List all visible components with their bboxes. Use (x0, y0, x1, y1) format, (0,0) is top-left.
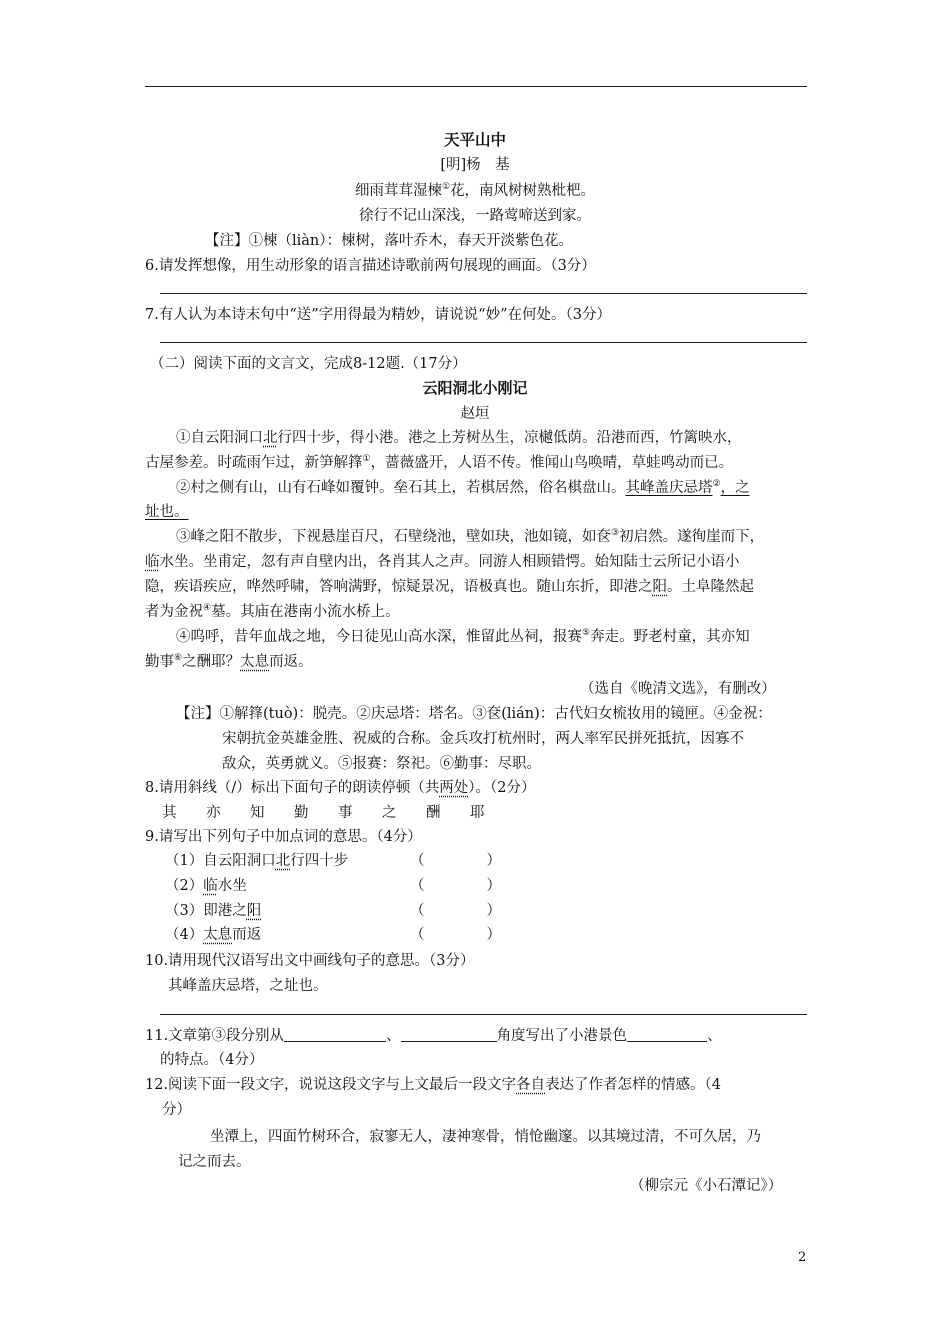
question-10: 10.请用现代汉语写出文中画线句子的意思。（3分） (145, 953, 475, 969)
question-10-sentence: 其峰盖庆忌塔，之址也。 (168, 978, 328, 994)
essay-title: 云阳洞北小刚记 (422, 379, 528, 397)
quote-source: （柳宗元《小石潭记》） (630, 1178, 783, 1194)
paragraph-4-line-2: 勤事⑥之酬耶？太息而返。 (145, 653, 313, 670)
sentence-char: 酬 (426, 805, 441, 821)
blank-3[interactable] (627, 1027, 707, 1042)
question-9: 9.请写出下列句子中加点词的意思。（4分） (145, 829, 422, 845)
question-6: 6.请发挥想像，用生动形象的语言描述诗歌前两句展现的画面。（3分） (145, 258, 596, 274)
essay-author: 赵垣 (460, 406, 490, 422)
quote-line-2: 记之而去。 (178, 1154, 251, 1170)
paragraph-1-line-2: 古屋参差。时疏雨乍过，新笋解箨①，蔷薇盛开，人语不传。惟闻山鸟唤晴，草蛙鸣动而已。 (145, 454, 734, 471)
question-9-item-1: （1）自云阳洞口北行四十步 (165, 853, 349, 869)
question-11-line-2: 的特点。（4分） (160, 1052, 264, 1068)
paragraph-4-line-1: ④呜呼，昔年血战之地，今日徒见山高水深，惟留此丛祠，报赛⑤奔走。野老村童，其亦知 (176, 628, 750, 645)
sentence-char: 耶 (470, 805, 485, 821)
answer-paren-4[interactable]: （ ） (410, 927, 501, 943)
essay-note-line-2: 宋朝抗金英雄金胜、祝威的合称。金兵攻打杭州时，两人率军民拼死抵抗，因寡不 (222, 731, 744, 747)
paragraph-2-line-1: ②村之侧有山，山有石峰如覆钟。垒石其上，若棋居然，俗名棋盘山。其峰盖庆忌塔②，之 (176, 479, 750, 496)
poem-line-1: 细雨茸茸湿楝①花，南风树树熟枇杷。 (354, 182, 596, 199)
essay-note-line-1: 【注】①解箨(tuò)：脱壳。②庆忌塔：塔名。③奁(lián)：古代妇女梳妆用的镜匣。④金祝： (176, 706, 772, 722)
question-9-item-2: （2）临水坐 (165, 878, 247, 894)
question-9-item-4: （4）太息而返 (165, 927, 262, 943)
section-2-heading: （二）阅读下面的文言文，完成8-12题.（17分） (150, 356, 467, 372)
question-12: 12.阅读下面一段文字，说说这段文字与上文最后一段文字各自表达了作者怎样的情感。（4 (145, 1077, 722, 1093)
blank-1[interactable] (284, 1027, 386, 1042)
question-8: 8.请用斜线（/）标出下面句子的朗读停顿（共两处）。（2分） (145, 780, 536, 796)
question-8-sentence[interactable] (162, 801, 514, 822)
question-12-line-2: 分） (162, 1102, 191, 1118)
answer-paren-3[interactable]: （ ） (410, 903, 501, 919)
sentence-char: 之 (382, 805, 397, 821)
question-7: 7.有人认为本诗末句中“送”字用得最为精妙，请说说“妙”在何处。（3分） (145, 307, 611, 323)
header-rule (145, 86, 807, 87)
paragraph-2-line-2: 址也。 (145, 504, 189, 520)
sentence-char: 其 (162, 805, 177, 821)
essay-note-line-3: 敌众，英勇就义。⑤报赛：祭祀。⑥勤事：尽职。 (222, 756, 541, 772)
question-9-item-3: （3）即港之阳 (165, 903, 262, 919)
answer-line-6[interactable] (160, 293, 807, 294)
paragraph-1-line-1: ①自云阳洞口北行四十步，得小港。港之上芳树丛生，凉樾低荫。沿港而西，竹篱映水， (176, 430, 742, 446)
paragraph-3-line-1: ③峰之阳不散步，下视悬崖百尺，石壁绕池，壁如玦，池如镜，如奁③初启然。遂徇崖而下， (176, 528, 765, 545)
answer-paren-2[interactable]: （ ） (410, 878, 501, 894)
sentence-char: 亦 (206, 805, 221, 821)
page-number: 2 (798, 1250, 807, 1265)
poem-title: 天平山中 (443, 130, 506, 149)
sentence-char: 事 (338, 805, 353, 821)
poem-author: [明]杨 基 (440, 157, 510, 173)
answer-line-7[interactable] (160, 342, 807, 343)
essay-source: （选自《晚清文选》，有删改） (580, 681, 776, 697)
sentence-char: 知 (250, 805, 265, 821)
quote-line-1: 坐潭上，四面竹树环合，寂寥无人，凄神寒骨，悄怆幽邃。以其境过清，不可久居，乃 (210, 1129, 761, 1145)
paragraph-3-line-3: 隐，疾语疾应，哗然呼啸，答响满野，惊疑景况，语极真也。随山东折，即港之阳。土阜隆然起 (145, 579, 754, 595)
answer-line-10[interactable] (160, 1014, 807, 1015)
question-11: 11.文章第③段分别从 、 角度写出了小港景色 、 (145, 1028, 722, 1044)
sentence-char: 勤 (294, 805, 309, 821)
paragraph-3-line-4: 者为金祝④墓。其庙在港南小流水桥上。 (145, 603, 400, 620)
blank-2[interactable] (401, 1027, 497, 1042)
poem-line-2: 徐行不记山深浅，一路莺啼送到家。 (359, 208, 591, 224)
answer-paren-1[interactable]: （ ） (410, 853, 501, 869)
poem-note: 【注】①楝（liàn）：楝树，落叶乔木，春天开淡紫色花。 (205, 233, 574, 249)
paragraph-3-line-2: 临水坐。坐甫定，忽有声自壁内出，各肖其人之声。同游人相顾错愕。始知陆士云所记小语小 (145, 554, 740, 570)
